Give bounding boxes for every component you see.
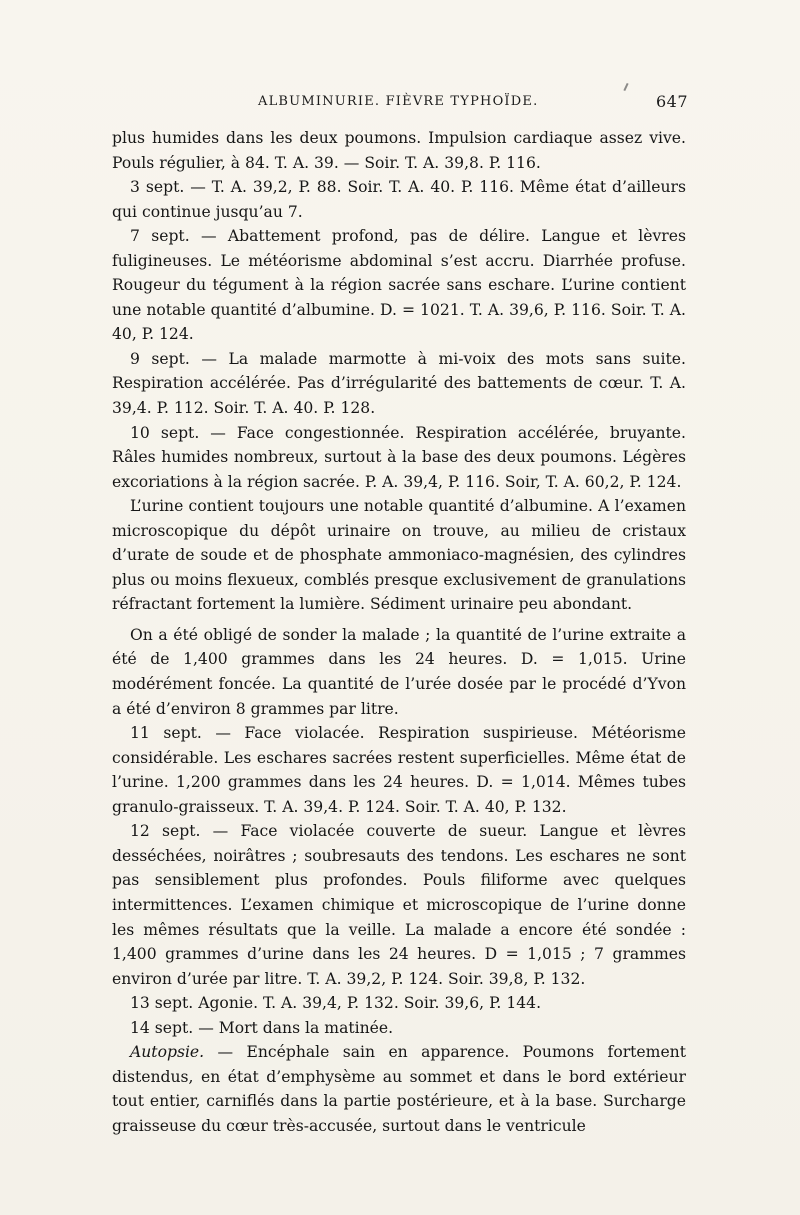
paragraph-0: plus humides dans les deux poumons. Impulsion cardiaque assez vive. Pouls régulier, à 84. T. A. 39. — Soir. T. A. 39,8. P. 116. xyxy=(112,129,686,172)
running-head: ALBUMINURIE. FIÈVRE TYPHOÏDE. xyxy=(258,94,539,109)
paragraph-4: 10 sept. — Face congestionnée. Respiration accélérée, bruyante. Râles humides nombreux, surtout à la base des deux poumons. Légères excoriations à la région sacrée. P. A. 39,4, P. 116. Soir, T. A. 60,2, P. 124. xyxy=(112,423,686,491)
paragraph-9: 13 sept. Agonie. T. A. 39,4, P. 132. Soir. 39,6, P. 144. xyxy=(130,994,542,1013)
autopsy-paragraph xyxy=(112,1040,686,1138)
paragraph-6: On a été obligé de sonder la malade ; la quantité de l’urine extraite a été de 1,400 grammes dans les 24 heures. D. = 1,015. Urine modérément foncée. La quantité de l’urée dosée par le procédé d’Yvon a été d’environ 8 grammes par litre. xyxy=(112,625,686,718)
autopsy-label: Autopsie. xyxy=(130,1043,205,1062)
paragraph-8: 12 sept. — Face violacée couverte de sueur. Langue et lèvres desséchées, noirâtres ; soubresauts des tendons. Les eschares ne sont pas sensiblement plus profondes. Pouls filiforme avec quelques intermittences. L’examen chimique et microscopique de l’urine donne les mêmes résultats que la veille. La malade a encore été sondée : 1,400 grammes d’urine dans les 24 heures. D = 1,015 ; 7 grammes environ d’urée par litre. T. A. 39,2, P. 124. Soir. 39,8, P. 132. xyxy=(112,822,686,988)
body-text xyxy=(112,126,686,1138)
page-header xyxy=(118,92,688,116)
paragraph-1: 3 sept. — T. A. 39,2, P. 88. Soir. T. A. 40. P. 116. Même état d’ailleurs qui continue jusqu’au 7. xyxy=(112,178,686,221)
paragraph-2: 7 sept. — Abattement profond, pas de délire. Langue et lèvres fuligineuses. Le météorisme abdominal s’est accru. Diarrhée profuse. Rougeur du tégument à la région sacrée sans eschare. L’urine contient une notable quantité d’albumine. D. = 1021. T. A. 39,6, P. 116. Soir. T. A. 40, P. 124. xyxy=(112,227,686,344)
page-mark xyxy=(623,83,628,91)
paragraph-3: 9 sept. — La malade marmotte à mi-voix des mots sans suite. Respiration accélérée. Pas d’irrégularité des battements de cœur. T. A. 39,4. P. 112. Soir. T. A. 40. P. 128. xyxy=(112,349,686,418)
paragraph-7: 11 sept. — Face violacée. Respiration suspirieuse. Météorisme considérable. Les eschares sacrées restent superficielles. Même état de l’urine. 1,200 grammes dans les 24 heures. D. = 1,014. Mêmes tubes granulo-graisseux. T. A. 39,4. P. 124. Soir. T. A. 40, P. 132. xyxy=(112,724,686,816)
page-number: 647 xyxy=(655,92,688,111)
paragraph-5: L’urine contient toujours une notable quantité d’albumine. A l’examen microscopique du dépôt urinaire on trouve, au milieu de cristaux d’urate de soude et de phosphate ammoniaco-magnésien, des cylindres plus ou moins flexueux, comblés presque exclusivement de granulations réfractant fortement la lumière. Sédiment urinaire peu abondant. xyxy=(112,497,686,614)
paragraph-10: 14 sept. — Mort dans la matinée. xyxy=(130,1018,394,1037)
autopsy-text: — Encéphale sain en apparence. Poumons fortement distendus, en état d’emphysème au sommet et dans le bord extérieur tout entier, carniflés dans la partie postérieure, et à la base. Surcharge graisseuse du cœur très-accusée, surtout dans le ventricule xyxy=(112,1043,686,1135)
